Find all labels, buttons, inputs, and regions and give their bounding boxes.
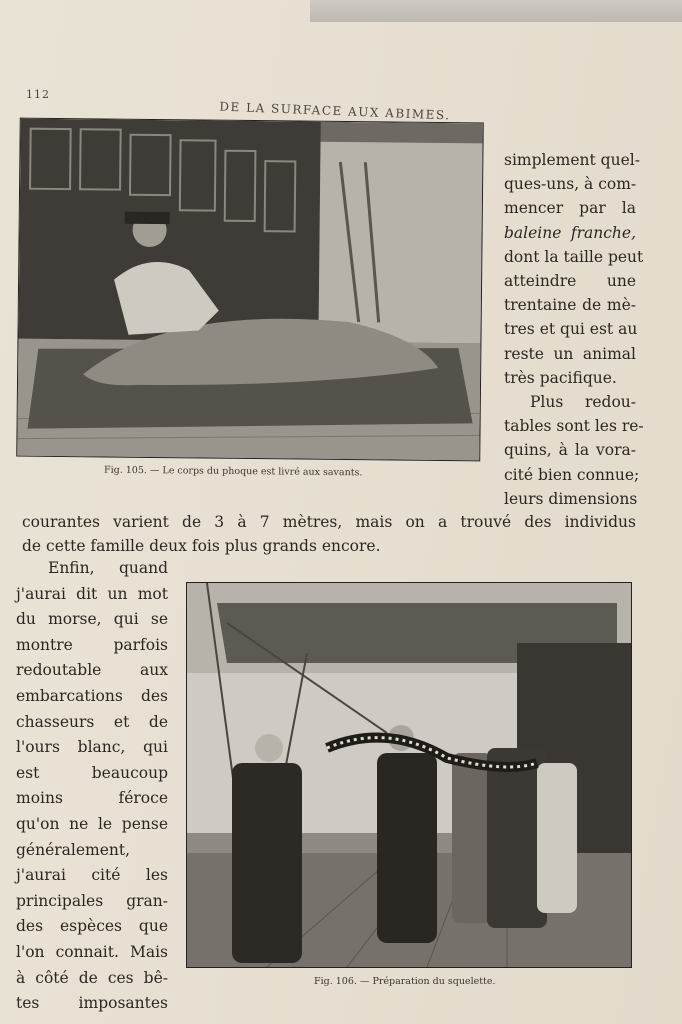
text-line: ques-uns, à com- xyxy=(504,175,637,194)
text-line: l'on connait. Mais xyxy=(16,942,168,961)
text-line: cité bien connue; xyxy=(504,465,640,484)
text-line: tres et qui est au xyxy=(504,320,638,339)
text-line: simplement quel- xyxy=(504,151,640,169)
running-title: DE LA SURFACE AUX ABIMES. xyxy=(219,99,451,123)
text-line: de cette famille deux fois plus grands encore. xyxy=(22,537,381,556)
text-line: j'aurai cité les xyxy=(16,866,168,885)
text-line: moins féroce xyxy=(16,789,168,808)
page-number: 112 xyxy=(26,88,50,101)
figure-105-photo xyxy=(16,118,484,462)
text-line: courantes varient de 3 à 7 mètres, mais on a trouvé des individus xyxy=(22,513,636,531)
text-line: l'ours blanc, qui xyxy=(16,738,168,757)
text-line: Enfin, quand xyxy=(48,559,168,577)
text-line: généralement, xyxy=(16,840,131,859)
text-line: du morse, qui se xyxy=(16,610,168,629)
figure-106-photo xyxy=(186,582,632,968)
right-column-text xyxy=(504,148,644,511)
text-line: chasseurs et de xyxy=(16,712,168,731)
text-line: quins, à la vora- xyxy=(504,441,636,460)
text-line: qu'on ne le pense xyxy=(16,814,168,833)
text-line: montre parfois xyxy=(16,635,168,654)
full-width-text xyxy=(22,510,636,558)
text-line: baleine franche, xyxy=(504,223,636,242)
text-line: embarcations des xyxy=(16,686,168,705)
text-line: à côté de ces bê- xyxy=(16,968,168,987)
text-line: très pacifique. xyxy=(504,368,617,387)
text-line: tables sont les re- xyxy=(504,417,644,436)
text-line: reste un animal xyxy=(504,344,636,363)
text-line: dont la taille peut xyxy=(504,247,644,266)
text-line: redoutable aux xyxy=(16,661,168,680)
left-column-text xyxy=(16,556,168,1017)
tape-strip xyxy=(310,0,682,22)
text-line: Plus redou- xyxy=(530,393,636,412)
text-line: des espèces que xyxy=(16,917,168,936)
text-line: est beaucoup xyxy=(16,763,168,782)
figure-105-caption: Fig. 105. — Le corps du phoque est livré aux savants. xyxy=(103,464,363,479)
text-line: principales gran- xyxy=(16,891,168,910)
figure-106-caption: Fig. 106. — Préparation du squelette. xyxy=(314,976,496,987)
text-line: leurs dimensions xyxy=(504,489,638,508)
text-line: j'aurai dit un mot xyxy=(16,584,168,603)
text-line: trentaine de mè- xyxy=(504,296,636,315)
text-line: tes imposantes xyxy=(16,994,168,1013)
text-line: mencer par la xyxy=(504,199,636,218)
text-line: atteindre une xyxy=(504,272,636,291)
